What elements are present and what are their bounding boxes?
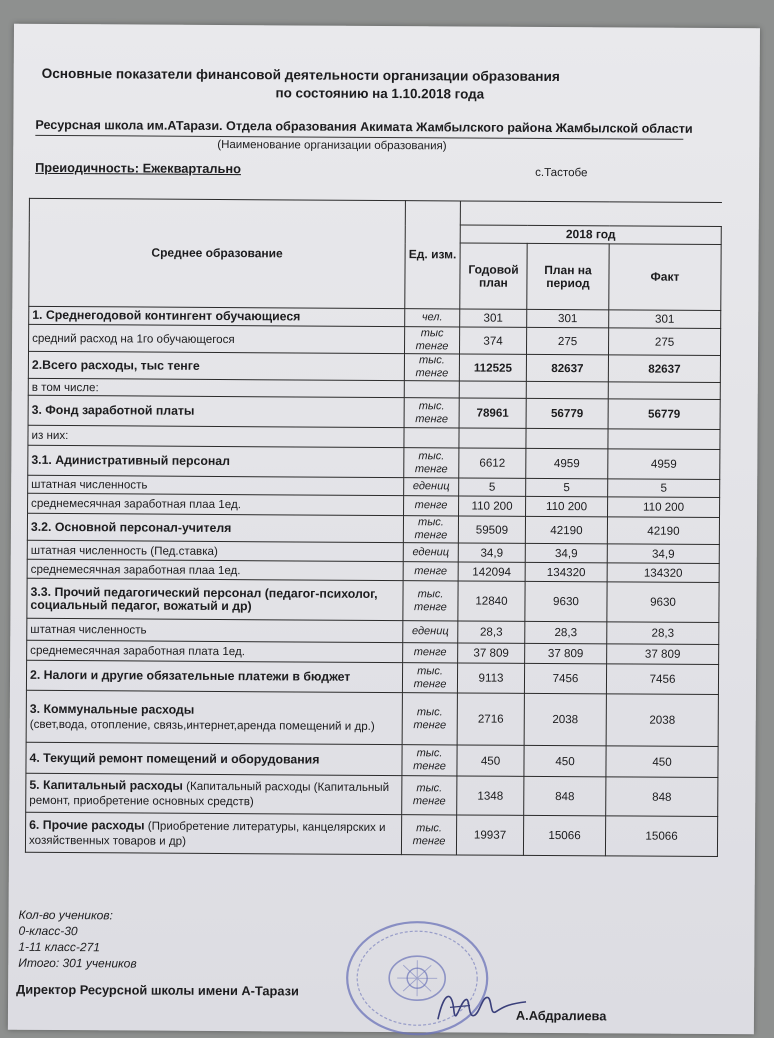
row-unit: тыс. тенге <box>402 776 457 815</box>
row-period: 110 200 <box>526 496 608 517</box>
row-annual <box>459 381 526 398</box>
row-period: 7456 <box>524 663 606 694</box>
table-row <box>26 690 718 746</box>
row-label <box>26 773 402 814</box>
row-period: 34,9 <box>525 543 607 563</box>
place-name: с.Тастобе <box>535 165 588 180</box>
row-label-rest: (свет,вода, отопление, связь,интернет,аренда помещений и др.) <box>29 717 375 733</box>
row-label: 2. Налоги и другие обязательные платежи в бюджет <box>26 660 402 692</box>
row-label: 3.1. Адинистративный персонал <box>28 445 404 477</box>
table-row <box>29 324 721 355</box>
row-period <box>526 428 608 449</box>
row-unit: тыс. тенге <box>402 745 457 776</box>
row-annual: 34,9 <box>458 543 525 562</box>
row-period: 848 <box>524 776 606 816</box>
row-fact: 34,9 <box>607 544 719 564</box>
col-annual: Годовой план <box>460 243 527 309</box>
row-annual: 450 <box>457 745 524 776</box>
row-fact: 275 <box>608 328 720 356</box>
organization-name: Ресурсная школа им.АТарази. Отдела образования Акимата Жамбылского района Жамбылской области <box>35 117 693 136</box>
title-line-1: Основные показатели финансовой деятельности организации образования <box>41 65 560 85</box>
row-period: 42190 <box>525 516 607 544</box>
periodicity: Преиодичность: Ежеквартально <box>35 159 242 177</box>
row-unit: тыс. тенге <box>403 516 458 543</box>
financial-table <box>25 198 722 857</box>
row-period: 4959 <box>526 448 608 479</box>
row-unit: тыс. тенге <box>404 398 459 428</box>
table-row <box>28 351 720 382</box>
table-row <box>26 773 718 816</box>
col-unit: Ед. изм. <box>405 201 461 309</box>
row-unit: тыс тенге <box>404 327 459 354</box>
row-fact: 9630 <box>607 582 719 623</box>
row-unit: тыс. тенге <box>402 663 457 693</box>
row-fact: 134320 <box>607 563 719 583</box>
row-fact: 301 <box>609 310 721 329</box>
row-fact: 4959 <box>608 449 720 480</box>
row-label: 3. Фонд заработной платы <box>28 395 404 427</box>
row-period: 9630 <box>525 581 607 622</box>
row-label: 1. Среднегодовой контингент обучающиеся <box>29 306 405 326</box>
row-annual: 9113 <box>457 663 524 693</box>
table-row <box>27 513 719 544</box>
row-label-rest: (Капитальный расходы (Капитальный ремонт, приобретение основных средств) <box>29 779 390 809</box>
row-unit: едениц <box>404 478 459 496</box>
row-fact: 2038 <box>606 694 718 747</box>
row-fact: 7456 <box>606 664 718 695</box>
table-row <box>28 395 720 429</box>
row-unit <box>404 381 459 398</box>
row-label: штатная численность <box>27 618 403 642</box>
row-annual: 112525 <box>459 354 526 381</box>
organization-caption: (Наименование организации образования) <box>217 138 447 153</box>
year-header: 2018 год <box>460 225 721 245</box>
students-class0: 0-класс-30 <box>18 923 78 939</box>
row-label: 4. Текущий ремонт помещений и оборудования <box>26 742 402 775</box>
row-period: 56779 <box>526 398 608 429</box>
row-period: 275 <box>526 327 608 355</box>
row-annual: 37 809 <box>458 643 525 663</box>
row-period: 5 <box>526 478 608 497</box>
row-annual: 5 <box>459 478 526 496</box>
row-annual: 19937 <box>456 815 523 855</box>
row-unit: тыс. тенге <box>404 448 459 478</box>
row-annual: 2716 <box>457 693 524 745</box>
row-label: среднемесячная заработная плата 1ед. <box>27 640 403 662</box>
row-fact: 56779 <box>608 399 720 430</box>
table-row <box>28 445 720 479</box>
row-annual: 78961 <box>459 398 526 428</box>
table-row <box>25 812 717 856</box>
col-period: План на период <box>527 243 609 309</box>
row-unit: тенге <box>403 562 458 581</box>
row-label-bold: 3. Коммунальные расходы <box>29 701 195 717</box>
row-unit: чел. <box>405 309 460 327</box>
row-label: 3.2. Основной персонал-учителя <box>27 513 403 542</box>
row-period: 450 <box>524 745 606 777</box>
students-caption: Кол-во учеников: <box>18 907 113 923</box>
row-unit <box>404 428 459 448</box>
row-annual: 6612 <box>459 448 526 478</box>
row-fact: 5 <box>608 479 720 498</box>
row-period: 82637 <box>526 354 608 382</box>
row-label: 2.Всего расходы, тыс тенге <box>28 351 404 380</box>
row-annual: 59509 <box>458 516 525 543</box>
title-line-2: по состоянию на 1.10.2018 года <box>275 85 485 102</box>
row-annual <box>459 428 526 448</box>
table-row <box>26 660 718 694</box>
row-period: 2038 <box>524 693 606 745</box>
row-label-bold: 6. Прочие расходы <box>29 817 145 833</box>
row-unit: тенге <box>403 643 458 663</box>
row-fact <box>608 382 720 400</box>
row-label: 3.3. Прочий педагогический персонал (педагог-психолог, социальный педагог, вожатый и др) <box>27 578 403 620</box>
row-label-bold: 5. Капитальный расходы <box>29 777 183 793</box>
row-label <box>26 690 402 744</box>
row-fact: 110 200 <box>608 497 720 518</box>
row-unit: едениц <box>403 543 458 562</box>
row-period: 37 809 <box>525 643 607 664</box>
row-fact: 42190 <box>607 517 719 545</box>
students-total: Итого: 301 учеников <box>18 955 137 971</box>
row-label: средний расход на 1го обучающегося <box>29 324 405 353</box>
row-label-rest: (Приобретение литературы, канцелярских и хозяйственных товаров и др) <box>28 819 386 848</box>
row-annual: 12840 <box>458 581 525 621</box>
row-fact: 450 <box>606 746 718 778</box>
row-label: в том числе: <box>28 378 404 397</box>
row-label: среднемесячная заработная плаа 1ед. <box>27 559 403 580</box>
row-unit: тыс. тенге <box>402 693 457 745</box>
row-annual: 301 <box>460 309 527 327</box>
row-unit: едениц <box>403 621 458 643</box>
row-unit: тыс. тенге <box>404 354 459 381</box>
row-period: 28,3 <box>525 621 607 644</box>
row-fact: 37 809 <box>607 644 719 665</box>
row-period: 134320 <box>525 562 607 582</box>
row-annual: 142094 <box>458 562 525 581</box>
students-class1-11: 1-11 класс-271 <box>18 939 101 955</box>
row-fact: 82637 <box>608 355 720 383</box>
table-row <box>26 742 718 777</box>
row-fact <box>608 429 720 450</box>
row-label: среднемесячная заработная плаа 1ед. <box>28 493 404 515</box>
col-fact: Факт <box>609 244 721 311</box>
signer-name: А.Абдралиева <box>515 1007 607 1024</box>
row-label: штатная численность <box>28 475 404 495</box>
row-annual: 374 <box>459 327 526 354</box>
row-annual: 110 200 <box>459 496 526 516</box>
row-unit: тыс. тенге <box>401 815 456 855</box>
row-period: 301 <box>527 309 609 328</box>
row-unit: тенге <box>404 496 459 516</box>
signature-icon <box>430 981 530 1032</box>
row-period <box>526 381 608 399</box>
row-annual: 28,3 <box>458 621 525 643</box>
row-period: 15066 <box>523 815 605 856</box>
director-title: Директор Ресурсной школы имени А-Тарази <box>16 981 299 999</box>
row-fact: 848 <box>606 777 718 817</box>
col-title: Среднее образование <box>29 198 406 308</box>
row-label <box>25 812 401 854</box>
row-fact: 15066 <box>605 816 717 857</box>
table-row <box>27 578 719 622</box>
document-sheet <box>8 24 760 1035</box>
row-label: из них: <box>28 425 404 447</box>
row-annual: 1348 <box>457 776 524 815</box>
row-unit: тыс. тенге <box>403 581 458 621</box>
row-fact: 28,3 <box>607 622 719 645</box>
row-label: штатная численность (Пед.ставка) <box>27 540 403 561</box>
